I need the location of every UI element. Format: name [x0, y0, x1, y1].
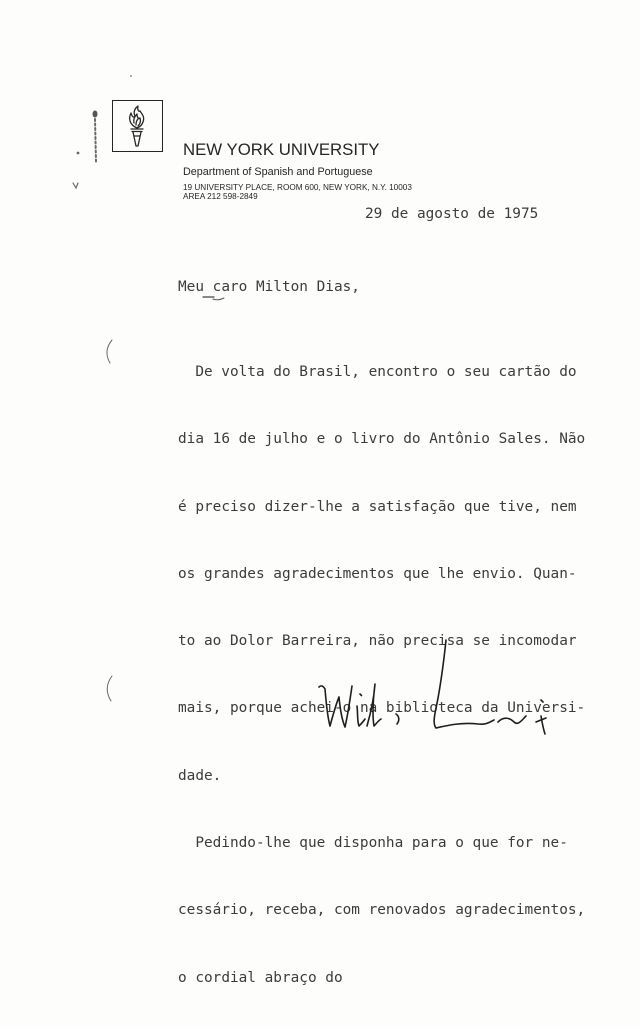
letter-line: cessário, receba, com renovados agradecimentos,: [178, 902, 586, 919]
department-name: Department of Spanish and Portuguese: [183, 166, 373, 178]
institution-name: NEW YORK UNIVERSITY: [183, 140, 380, 159]
letter-date: 29 de agosto de 1975: [365, 206, 539, 222]
salutation: Meu caro Milton Dias,: [178, 279, 360, 295]
letter-line: mais, porque achei-o na biblioteca da Universi-: [178, 700, 586, 717]
letter-line: os grandes agradecimentos que lhe envio. Quan-: [178, 565, 577, 582]
letter-line: dia 16 de julho e o livro do Antônio Sales. Não: [178, 431, 586, 448]
letter-line: to ao Dolor Barreira, não precisa se incomodar: [178, 633, 577, 650]
letter-body: [178, 323, 585, 1028]
letter-line: Pedindo-lhe que disponha para o que for ne-: [195, 835, 568, 852]
university-logo: [112, 100, 163, 152]
letter-line: De volta do Brasil, encontro o seu cartão do: [195, 364, 577, 380]
letter-line: o cordial abraço do: [178, 969, 343, 986]
letter-line: é preciso dizer-lhe a satisfação que tive, nem: [178, 498, 577, 515]
phone-line: AREA 212 598-2849: [183, 192, 258, 201]
torch-icon: [113, 101, 161, 150]
letter-line: dade.: [178, 767, 222, 784]
address-line: 19 UNIVERSITY PLACE, ROOM 600, NEW YORK, N.Y. 10003: [183, 183, 412, 192]
